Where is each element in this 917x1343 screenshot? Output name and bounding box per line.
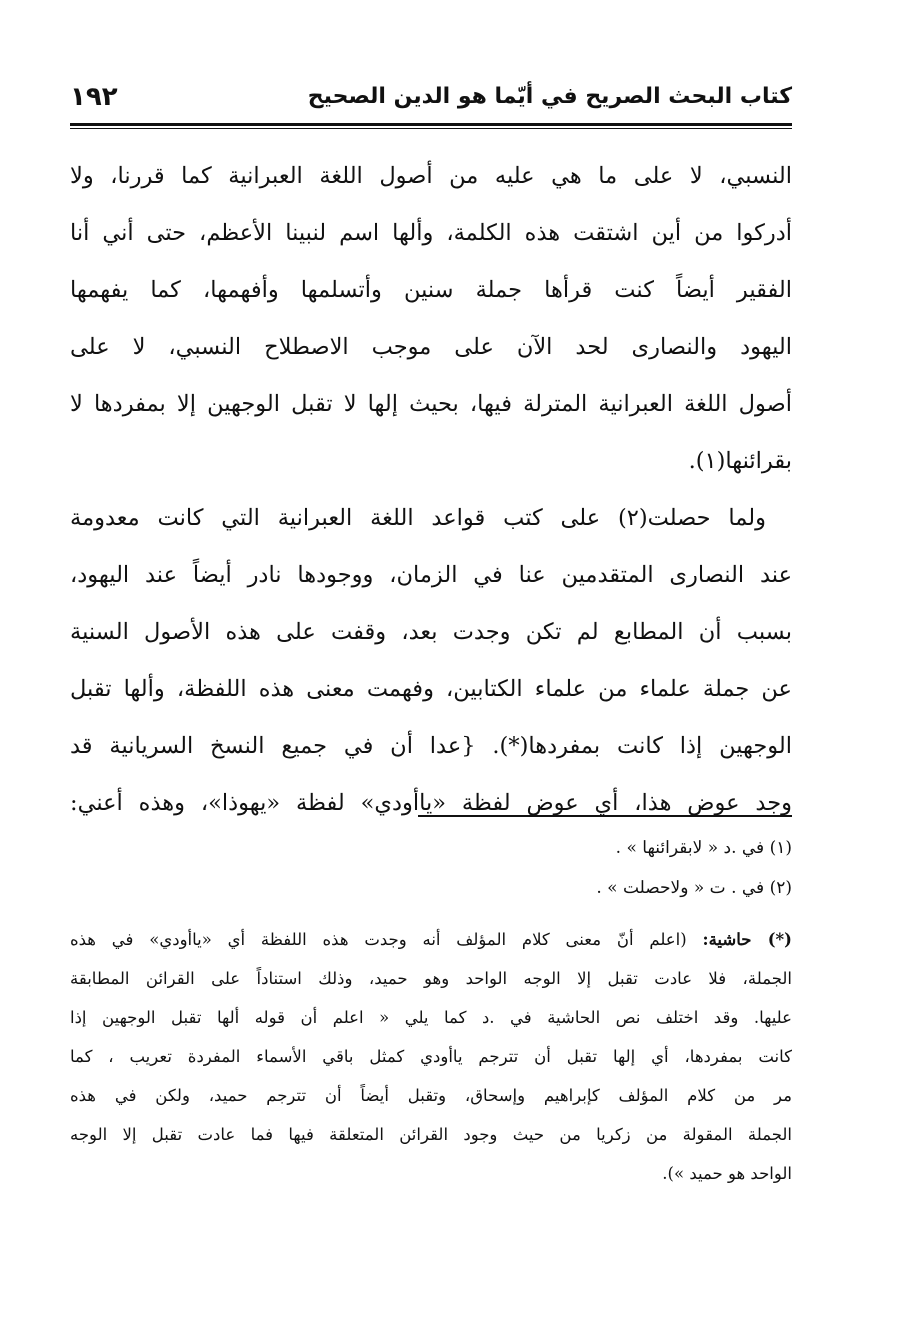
text-line: الفقير أيضاً كنت قرأها جملة سنين وأتسلمها وأفهمها، كما يفهمها — [70, 277, 792, 303]
footnote-separator — [418, 815, 792, 817]
text-line: النسبي، لا على ما هي عليه من أصول اللغة العبرانية كما قررنا، ولا — [70, 163, 792, 189]
marginal-note-line: الجملة، فلا عادت تقبل إلا الوجه الواحد وهو حميد، وذلك استناداً على القرائن المطابقة — [70, 969, 792, 988]
text-line: الوجهين إذا كانت بمفردها(*). {عدا أن في جميع النسخ السريانية قد — [70, 733, 792, 759]
book-title: كتاب البحث الصريح في أيّما هو الدين الصحيح — [307, 84, 792, 109]
page-number: ١٩٢ — [70, 82, 118, 112]
text-line: عن جملة علماء من علماء الكتابين، وفهمت معنى هذه اللفظة، وألها تقبل — [70, 676, 792, 702]
header-rule-thin — [70, 128, 792, 129]
marginal-note-label: (*) حاشية: — [702, 930, 792, 949]
text-line: اليهود والنصارى لحد الآن على موجب الاصطلاح النسبي، لا على — [70, 334, 792, 360]
marginal-note-line: عليها. وقد اختلف نص الحاشية في .د كما يلي « اعلم أن قوله ألها تقبل الوجهين إذا — [70, 1008, 792, 1027]
main-text — [70, 148, 792, 832]
text-line: عند النصارى المتقدمين عنا في الزمان، ووجودها نادر أيضاً عند اليهود، — [70, 562, 792, 588]
text-line: بقرائنها(١). — [688, 448, 792, 474]
text-line: أصول اللغة العبرانية المترلة فيها، بحيث إلها لا تقبل الوجهين إلا بمفردها لا — [70, 391, 792, 417]
footnotes — [70, 828, 792, 908]
running-header — [70, 80, 792, 120]
marginal-note-line — [70, 920, 792, 959]
text-line: ولما حصلت(٢) على كتب قواعد اللغة العبرانية التي كانت معدومة — [70, 505, 766, 531]
footnote-2: (٢) في . ت « ولاحصلت » . — [596, 878, 792, 898]
footnote-1: (١) في .د « لابقرائنها » . — [615, 838, 792, 858]
marginal-note-line: كانت بمفردها، أي إلها تقبل أن تترجم ياأودي كمثل باقي الأسماء المفردة تعريب ، كما — [70, 1047, 792, 1066]
marginal-note-line: مر من كلام المؤلف كإبراهيم وإسحاق، وتقبل أيضاً أن تترجم حميد، ولكن في هذه — [70, 1086, 792, 1105]
marginal-note-line: الجملة المقولة من زكريا من حيث وجود القرائن المتعلقة فيها فما عادت تقبل إلا الوجه — [70, 1125, 792, 1144]
marginal-note — [70, 920, 792, 1193]
text-line: بسبب أن المطابع لم تكن وجدت بعد، وقفت على هذه الأصول السنية — [70, 619, 792, 645]
text-line: أدركوا من أين اشتقت هذه الكلمة، وألها اسم لنبينا الأعظم، حتى أني أنا — [70, 220, 792, 246]
text-line: وجد عوض هذا، أي عوض لفظة «ياأودي» لفظة «يهوذا»، وهذه أعني: — [70, 790, 792, 816]
marginal-note-line: الواحد هو حميد »). — [662, 1164, 792, 1183]
header-rule — [70, 123, 792, 126]
marginal-note-text: (اعلم أنّ معنى كلام المؤلف أنه وجدت هذه اللفظة أي «ياأودي» في هذه — [70, 930, 687, 949]
